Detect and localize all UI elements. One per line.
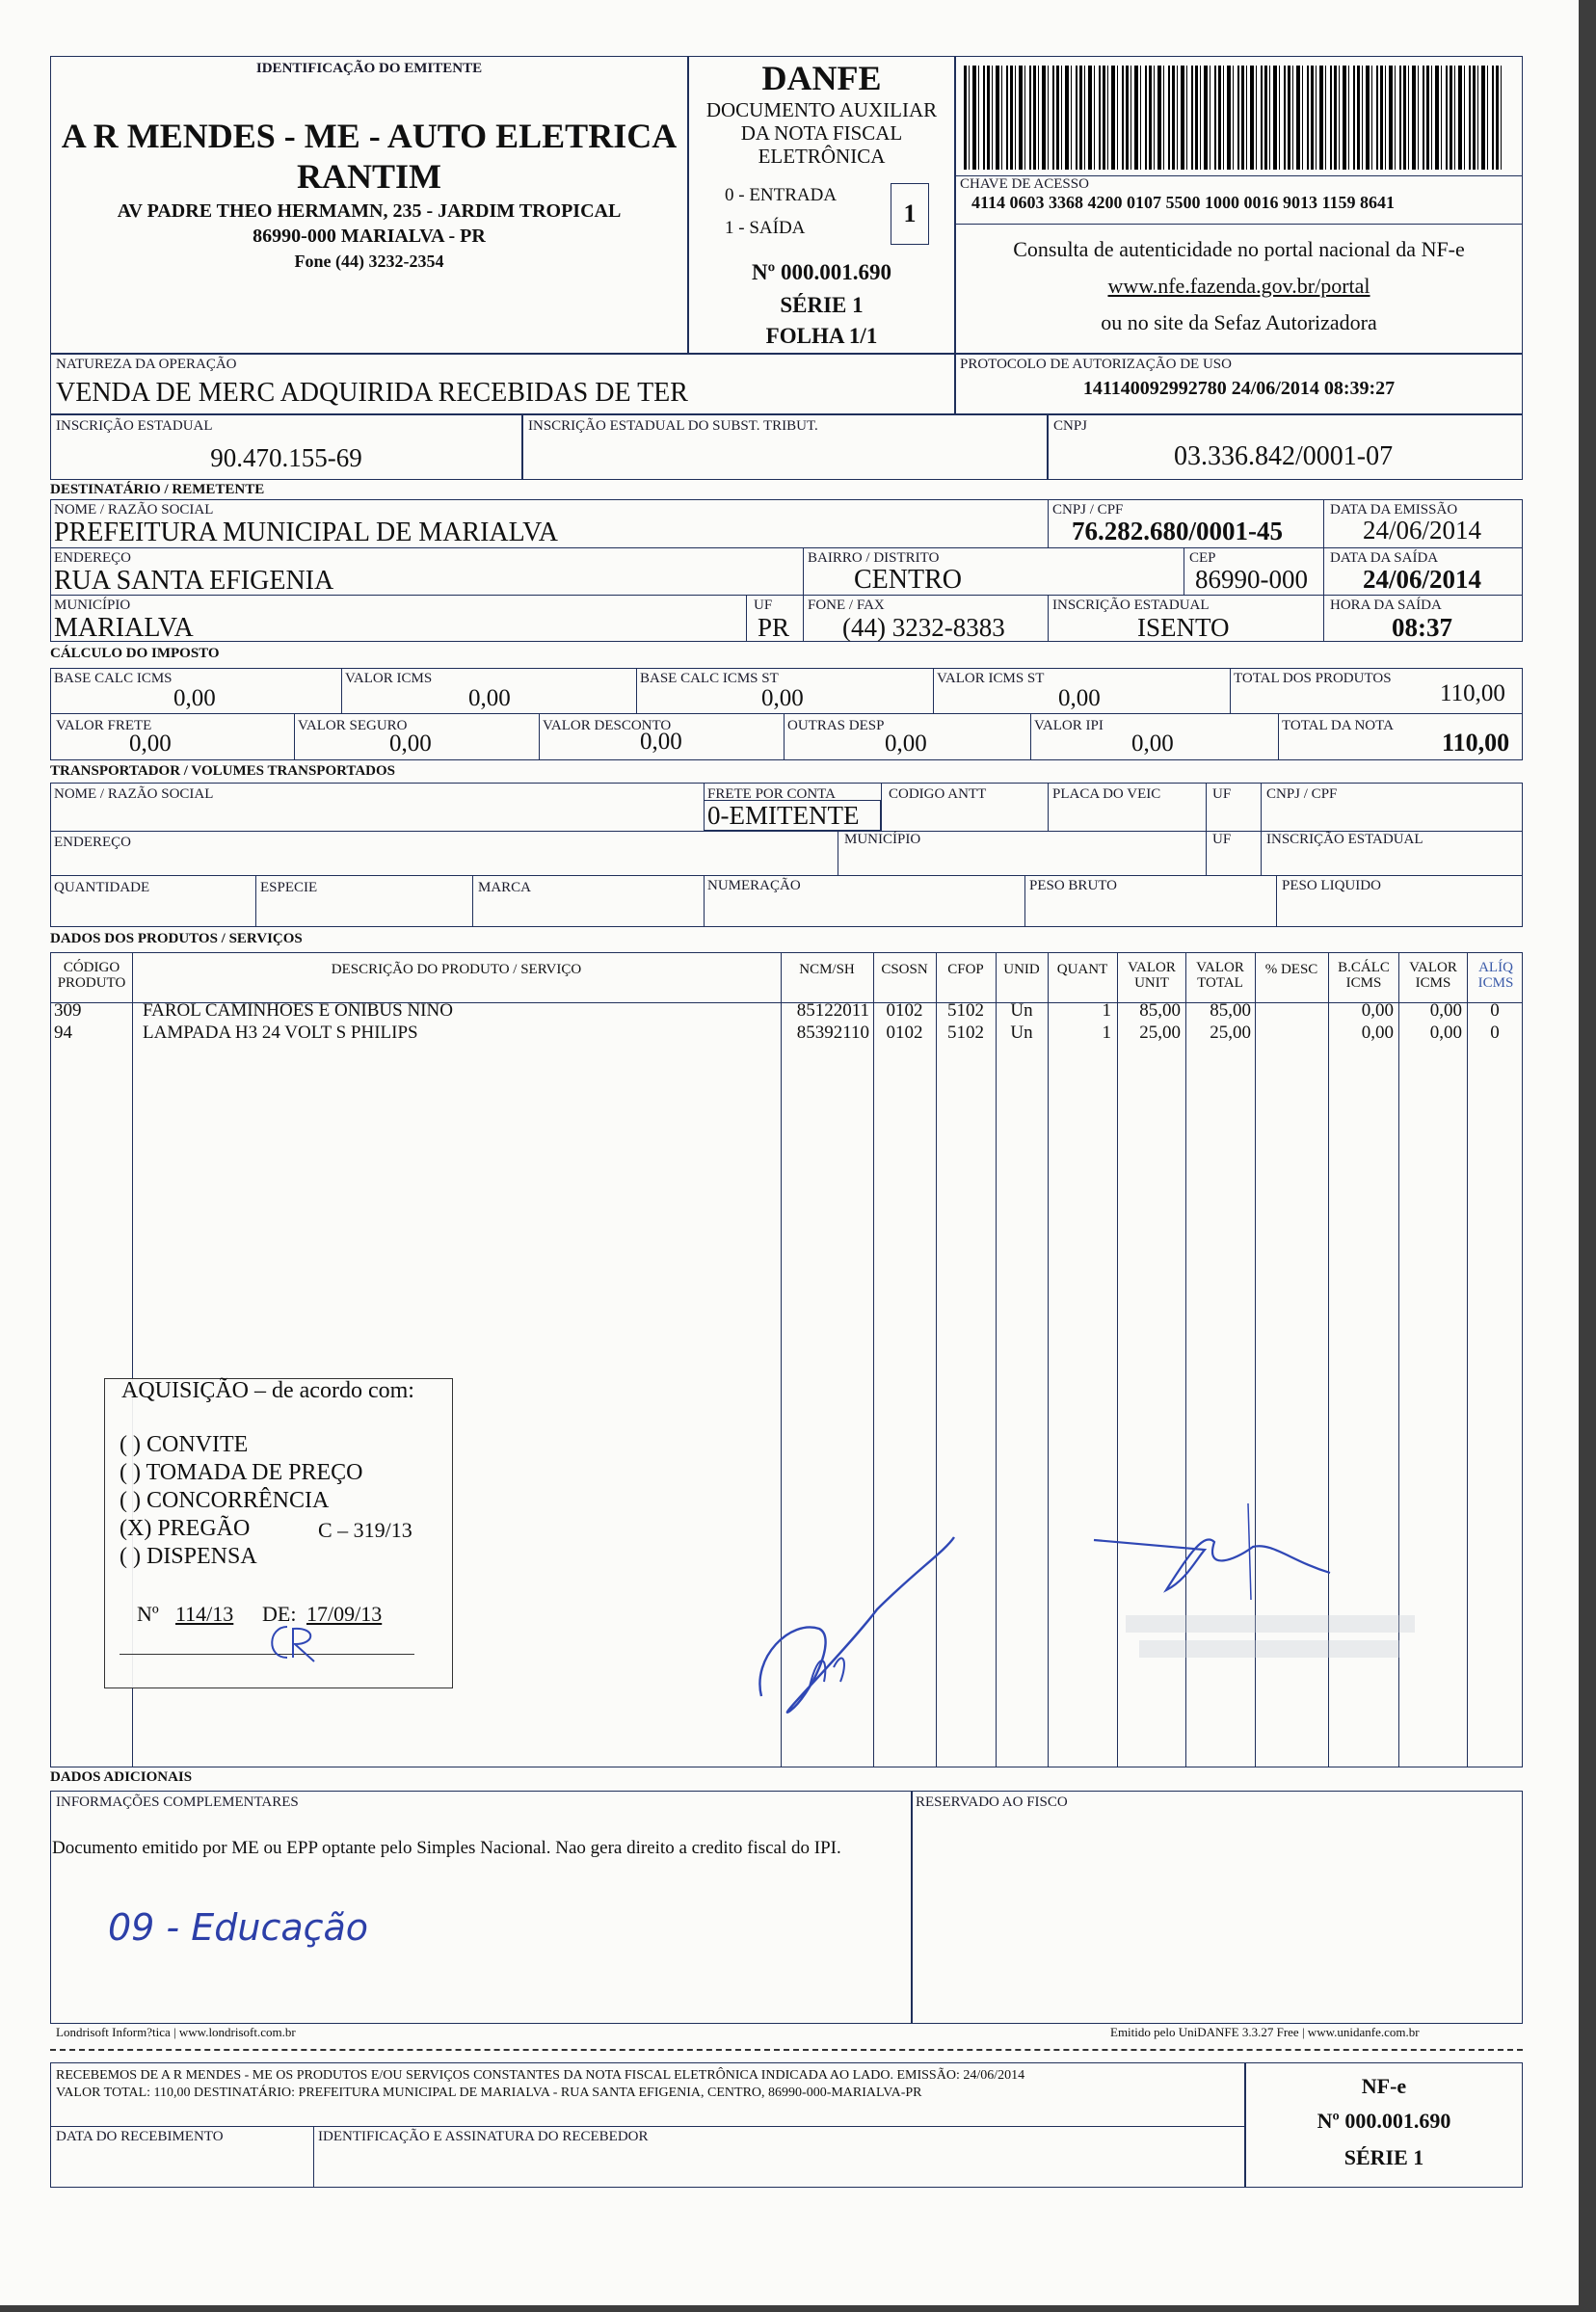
row1-codigo: 309	[54, 1000, 82, 1021]
valor-icms-label: VALOR ICMS	[345, 671, 433, 686]
info-label: INFORMAÇÕES COMPLEMENTARES	[56, 1794, 299, 1810]
fisco-box	[912, 1791, 1523, 2024]
aquisicao-numero-label: Nº	[137, 1602, 159, 1626]
row1-aliq: 0	[1490, 1000, 1500, 1021]
row2-bcicms: 0,00	[1361, 1023, 1394, 1043]
row2-csosn: 0102	[886, 1023, 923, 1043]
aquisicao-pregao-num: C – 319/13	[318, 1518, 412, 1542]
recibo-numero: Nº 000.001.690	[1317, 2109, 1451, 2133]
base-icms-label: BASE CALC ICMS	[54, 671, 173, 686]
dest-emissao-label: DATA DA EMISSÃO	[1330, 502, 1458, 518]
ipi-label: VALOR IPI	[1034, 718, 1104, 733]
transp-liquido-label: PESO LIQUIDO	[1282, 878, 1381, 893]
produtos-section-label: DADOS DOS PRODUTOS / SERVIÇOS	[50, 931, 303, 946]
base-icms: 0,00	[173, 685, 216, 711]
chave-label: CHAVE DE ACESSO	[960, 176, 1089, 192]
emitente-phone: Fone (44) 3232-2354	[294, 252, 444, 271]
emitente-name-2: RANTIM	[297, 157, 441, 196]
emitente-name: A R MENDES - ME - AUTO ELETRICA	[61, 117, 678, 155]
dest-fone-label: FONE / FAX	[808, 598, 885, 613]
row2-cfop: 5102	[947, 1023, 984, 1043]
barcode	[964, 66, 1503, 170]
iest-label: INSCRIÇÃO ESTADUAL DO SUBST. TRIBUT.	[528, 418, 818, 434]
th-quant: QUANT	[1056, 962, 1108, 977]
emitente-city: 86990-000 MARIALVA - PR	[253, 226, 486, 247]
recibo-text-2: VALOR TOTAL: 110,00 DESTINATÁRIO: PREFEITURA MUNICIPAL DE MARIALVA - RUA SANTA EFIGENIA, CENTRO, 86990-000-MARIALVA-PR	[56, 2086, 922, 2100]
th-unid: UNID	[1003, 962, 1040, 977]
transportador-section-label: TRANSPORTADOR / VOLUMES TRANSPORTADOS	[50, 763, 396, 779]
row1-descricao: FAROL CAMINHOES E ONIBUS NINO	[143, 1000, 453, 1021]
row1-bcicms: 0,00	[1361, 1000, 1394, 1021]
row2-vunit: 25,00	[1139, 1023, 1181, 1043]
danfe-tipo: 1	[891, 183, 929, 245]
adicionais-section-label: DADOS ADICIONAIS	[50, 1769, 193, 1785]
chave-consulta3: ou no site da Sefaz Autorizadora	[1101, 310, 1377, 334]
total-nota-label: TOTAL DA NOTA	[1282, 718, 1394, 733]
dest-emissao: 24/06/2014	[1363, 516, 1482, 545]
dest-hora: 08:37	[1392, 613, 1452, 642]
row2-quant: 1	[1102, 1023, 1111, 1043]
aquisicao-title: AQUISIÇÃO – de acordo com:	[121, 1378, 414, 1403]
th-vtotal: VALOR TOTAL	[1196, 960, 1244, 991]
danfe-line1: DOCUMENTO AUXILIAR	[705, 98, 938, 121]
row1-cfop: 5102	[947, 1000, 984, 1021]
transp-especie-label: ESPECIE	[260, 880, 318, 895]
cut-line	[50, 2049, 1523, 2051]
chave-consulta1: Consulta de autenticidade no portal nacional da NF-e	[1013, 237, 1465, 261]
aquisicao-tomada: ( ) TOMADA DE PREÇO	[120, 1460, 363, 1485]
row1-quant: 1	[1102, 1000, 1111, 1021]
row2-codigo: 94	[54, 1023, 72, 1043]
dest-nome-label: NOME / RAZÃO SOCIAL	[54, 502, 214, 518]
desconto-label: VALOR DESCONTO	[543, 718, 672, 733]
transp-ie-label: INSCRIÇÃO ESTADUAL	[1266, 832, 1423, 847]
chave-consulta2[interactable]: www.nfe.fazenda.gov.br/portal	[1107, 274, 1370, 298]
row2-vtotal: 25,00	[1210, 1023, 1251, 1043]
recibo-data-label: DATA DO RECEBIMENTO	[56, 2129, 224, 2144]
aquisicao-de-label: DE:	[262, 1602, 297, 1626]
transp-antt-label: CODIGO ANTT	[889, 786, 987, 802]
row1-vunit: 85,00	[1139, 1000, 1181, 1021]
dest-endereco: RUA SANTA EFIGENIA	[54, 566, 334, 596]
th-bcicms: B.CÁLC ICMS	[1338, 960, 1390, 991]
ie-label: INSCRIÇÃO ESTADUAL	[56, 418, 213, 434]
imposto-section-label: CÁLCULO DO IMPOSTO	[50, 646, 220, 661]
outras: 0,00	[885, 731, 927, 757]
initials-drawing	[258, 1619, 326, 1667]
dest-ie: ISENTO	[1137, 613, 1230, 642]
info-text: Documento emitido por ME ou EPP optante pelo Simples Nacional. Nao gera direito a credito fiscal do IPI.	[52, 1838, 841, 1858]
seguro: 0,00	[389, 731, 432, 757]
danfe-line2: DA NOTA FISCAL	[740, 121, 903, 145]
danfe-saida: 1 - SAÍDA	[725, 218, 806, 238]
dest-saida: 24/06/2014	[1363, 565, 1482, 594]
dest-ie-label: INSCRIÇÃO ESTADUAL	[1052, 598, 1210, 613]
transp-municipio-label: MUNICÍPIO	[844, 832, 921, 847]
th-vicms: VALOR ICMS	[1409, 960, 1457, 991]
dest-cnpj: 76.282.680/0001-45	[1072, 517, 1283, 545]
danfe-title: DANFE	[761, 59, 882, 97]
aquisicao-numero: 114/13	[175, 1602, 234, 1626]
th-cfop: CFOP	[947, 962, 984, 977]
transp-bruto-label: PESO BRUTO	[1029, 878, 1117, 893]
handwritten-note: 09 - Educação	[108, 1906, 369, 1949]
dest-cep-label: CEP	[1189, 550, 1216, 566]
transp-placa-label: PLACA DO VEIC	[1052, 786, 1161, 802]
row2-ncm: 85392110	[796, 1023, 869, 1043]
frete-label: VALOR FRETE	[56, 718, 152, 733]
cnpj-emitente-value: 03.336.842/0001-07	[1174, 441, 1394, 471]
desconto: 0,00	[640, 729, 682, 755]
aquisicao-concorrencia: ( ) CONCORRÊNCIA	[120, 1488, 330, 1513]
row2-unid: Un	[1010, 1023, 1033, 1043]
transp-frete-label: FRETE POR CONTA	[707, 786, 836, 802]
danfe-serie: SÉRIE 1	[780, 293, 864, 317]
recibo-text-1: RECEBEMOS DE A R MENDES - ME OS PRODUTOS E/OU SERVIÇOS CONSTANTES DA NOTA FISCAL ELETRÔNICA INDICADA AO LADO. EMISSÃO: 24/06/2014	[56, 2068, 1025, 2083]
row2-descricao: LAMPADA H3 24 VOLT S PHILIPS	[143, 1023, 418, 1043]
transp-cnpj-label: CNPJ / CPF	[1266, 786, 1338, 802]
chave-value: 4114 0603 3368 4200 0107 5500 1000 0016 9013 1159 8641	[971, 193, 1396, 212]
dest-cep: 86990-000	[1195, 565, 1308, 594]
dest-nome: PREFEITURA MUNICIPAL DE MARIALVA	[54, 518, 559, 547]
dest-saida-label: DATA DA SAÍDA	[1330, 550, 1439, 566]
cnpj-emitente-label: CNPJ	[1053, 418, 1088, 434]
valor-st: 0,00	[1058, 685, 1101, 711]
dest-hora-label: HORA DA SAÍDA	[1330, 598, 1442, 613]
transp-uf-label: UF	[1212, 786, 1232, 802]
transp-frete: 0-EMITENTE	[707, 801, 860, 830]
aquisicao-data: 17/09/13	[306, 1602, 383, 1626]
th-aliq: ALÍQ ICMS	[1477, 960, 1514, 991]
row2-aliq: 0	[1490, 1023, 1500, 1043]
transp-numeracao-label: NUMERAÇÃO	[707, 878, 801, 893]
protocolo-value: 141140092992780 24/06/2014 08:39:27	[1082, 378, 1396, 399]
transp-uf2-label: UF	[1212, 832, 1232, 847]
row1-vicms: 0,00	[1429, 1000, 1462, 1021]
th-ncm: NCM/SH	[799, 962, 855, 977]
th-vunit: VALOR UNIT	[1128, 960, 1176, 991]
dest-endereco-label: ENDEREÇO	[54, 550, 131, 566]
total-nota: 110,00	[1442, 729, 1510, 757]
base-st: 0,00	[761, 685, 804, 711]
emitente-section-label: IDENTIFICAÇÃO DO EMITENTE	[255, 61, 483, 76]
aquisicao-dispensa: ( ) DISPENSA	[120, 1544, 257, 1569]
stamp-faded	[1118, 1609, 1426, 1667]
transp-endereco-label: ENDEREÇO	[54, 835, 131, 850]
transp-nome-label: NOME / RAZÃO SOCIAL	[54, 786, 214, 802]
valor-icms: 0,00	[468, 685, 511, 711]
dest-cnpj-label: CNPJ / CPF	[1052, 502, 1124, 518]
th-desc: % DESC	[1264, 962, 1318, 977]
protocolo-label: PROTOCOLO DE AUTORIZAÇÃO DE USO	[960, 357, 1232, 372]
th-codigo: CÓDIGO PRODUTO	[57, 960, 126, 991]
ie-value: 90.470.155-69	[210, 443, 362, 472]
dest-fone: (44) 3232-8383	[842, 613, 1005, 642]
dest-uf: PR	[758, 613, 790, 642]
ipi: 0,00	[1131, 731, 1174, 757]
dest-uf-label: UF	[754, 598, 773, 613]
row1-ncm: 85122011	[796, 1000, 869, 1021]
dest-municipio: MARIALVA	[54, 613, 194, 643]
danfe-folha: FOLHA 1/1	[765, 324, 878, 348]
dest-bairro: CENTRO	[854, 565, 962, 595]
total-produtos: 110,00	[1440, 680, 1505, 706]
danfe-line3: ELETRÔNICA	[758, 145, 886, 168]
valor-st-label: VALOR ICMS ST	[937, 671, 1045, 686]
row2-vicms: 0,00	[1429, 1023, 1462, 1043]
natureza-value: VENDA DE MERC ADQUIRIDA RECEBIDAS DE TER	[56, 378, 688, 408]
footer-right: Emitido pelo UniDANFE 3.3.27 Free | www.unidanfe.com.br	[1110, 2025, 1420, 2039]
th-csosn: CSOSN	[881, 962, 928, 977]
fisco-label: RESERVADO AO FISCO	[916, 1794, 1068, 1810]
seguro-label: VALOR SEGURO	[298, 718, 408, 733]
danfe-numero: Nº 000.001.690	[752, 260, 891, 284]
total-produtos-label: TOTAL DOS PRODUTOS	[1234, 671, 1392, 686]
transp-quantidade-label: QUANTIDADE	[54, 880, 150, 895]
natureza-label: NATUREZA DA OPERAÇÃO	[56, 357, 237, 372]
frete: 0,00	[129, 731, 172, 757]
recibo-serie: SÉRIE 1	[1343, 2145, 1424, 2169]
recibo-nfe: NF-e	[1361, 2074, 1407, 2098]
recibo-ident-label: IDENTIFICAÇÃO E ASSINATURA DO RECEBEDOR	[318, 2129, 649, 2144]
row1-vtotal: 85,00	[1210, 1000, 1251, 1021]
dest-bairro-label: BAIRRO / DISTRITO	[808, 550, 940, 566]
dest-municipio-label: MUNICÍPIO	[54, 598, 131, 613]
row1-csosn: 0102	[886, 1000, 923, 1021]
th-descricao: DESCRIÇÃO DO PRODUTO / SERVIÇO	[331, 962, 582, 977]
danfe-entrada: 0 - ENTRADA	[725, 185, 838, 205]
transp-marca-label: MARCA	[478, 880, 532, 895]
footer-left: Londrisoft Inform?tica | www.londrisoft.com.br	[56, 2025, 296, 2039]
aquisicao-pregao: (X) PREGÃO	[120, 1516, 251, 1541]
row1-unid: Un	[1010, 1000, 1033, 1021]
emitente-address: AV PADRE THEO HERMAMN, 235 - JARDIM TROPICAL	[117, 200, 622, 222]
aquisicao-convite: ( ) CONVITE	[120, 1432, 249, 1457]
outras-label: OUTRAS DESP	[787, 718, 885, 733]
destinatario-section-label: DESTINATÁRIO / REMETENTE	[50, 482, 265, 497]
base-st-label: BASE CALC ICMS ST	[640, 671, 779, 686]
